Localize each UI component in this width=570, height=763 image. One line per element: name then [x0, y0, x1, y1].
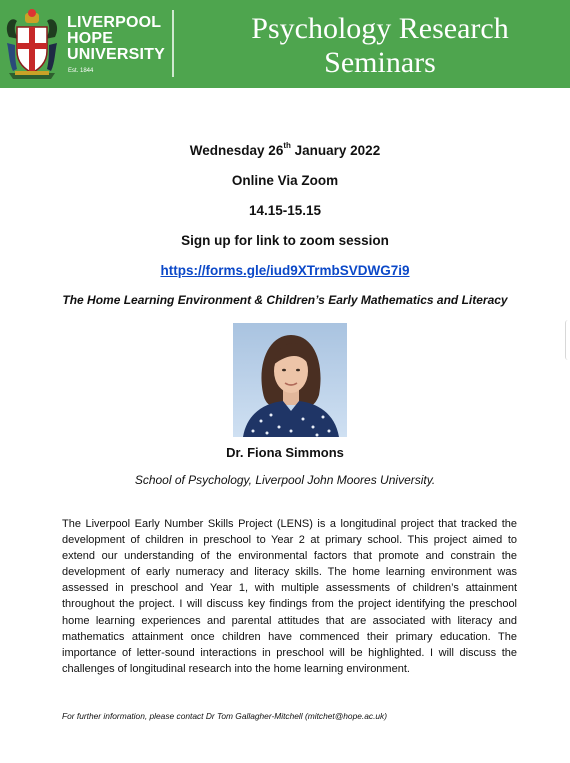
contact-information: For further information, please contact Dr Tom Gallagher-Mitchell (mitchet@hope.ac.uk)	[62, 711, 388, 721]
header-banner	[0, 0, 570, 88]
university-name-line-3: UNIVERSITY	[67, 46, 166, 63]
speaker-photo	[233, 323, 347, 437]
university-name-line-2: HOPE	[67, 30, 114, 47]
university-name	[67, 15, 165, 63]
banner-divider	[172, 10, 174, 77]
talk-title: The Home Learning Environment & Children’s Early Mathematics and Literacy	[62, 293, 508, 307]
event-venue: Online Via Zoom	[231, 173, 339, 188]
event-date-month-year: January 2022	[290, 143, 381, 158]
university-name-line-1: LIVERPOOL	[67, 14, 162, 31]
signup-link-row	[0, 262, 570, 280]
signup-instruction: Sign up for link to zoom session	[181, 233, 389, 248]
event-date	[0, 143, 570, 158]
event-time: 14.15-15.15	[248, 203, 322, 218]
signup-link[interactable]: https://forms.gle/iud9XTrmbSVDWG7i9	[160, 263, 410, 278]
speaker-name: Dr. Fiona Simmons	[226, 445, 344, 460]
speaker-portrait	[233, 323, 347, 437]
event-date-suffix: th	[283, 141, 291, 150]
series-title	[190, 12, 570, 80]
established-label: Est. 1844	[68, 68, 94, 74]
series-title-line-2: Seminars	[324, 46, 436, 79]
talk-abstract: The Liverpool Early Number Skills Project (LENS) is a longitudinal project that tracked the development of children in preschool to Year 2 at primary school. This project aimed to extend our understanding of the environmental factors that promote and constrain the development of early numeracy and literacy skills. The home learning environment was assessed in preschool and Year 1, with multiple assessments of children’s attainment throughout the project. I will discuss key findings from the project identifying the preschool home learning experiences and parental attitudes that are associated with literacy and mathematics attainment once children have commenced their primary education. The importance of letter-sound interactions in preschool will be highlighted. I will discuss the challenges of longitudinal research into the home learning environment.	[62, 518, 517, 675]
page-edge-scroll-indicator	[565, 320, 570, 360]
university-crest-icon	[3, 7, 61, 81]
event-date-day: Wednesday 26	[189, 143, 284, 158]
speaker-affiliation: School of Psychology, Liverpool John Moores University.	[134, 473, 436, 487]
series-title-line-1: Psychology Research	[251, 12, 509, 45]
